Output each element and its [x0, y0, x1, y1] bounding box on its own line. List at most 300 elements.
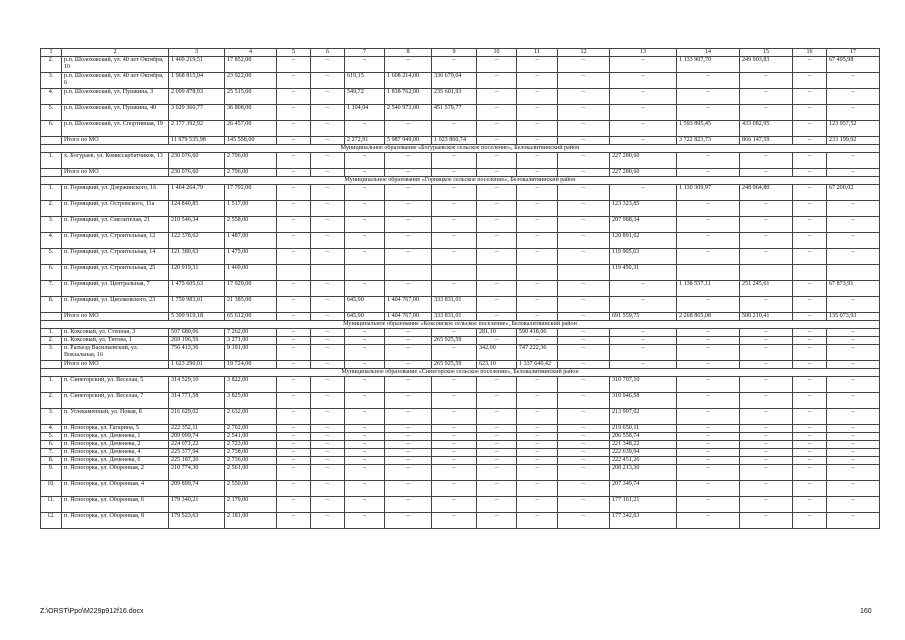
value-cell: 249 903,83	[740, 57, 793, 73]
value-cell: –	[311, 337, 345, 345]
value-cell: –	[517, 409, 558, 425]
value-cell: –	[432, 201, 477, 217]
value-cell: –	[827, 433, 880, 441]
value-cell: –	[477, 217, 517, 233]
value-cell: –	[740, 105, 793, 121]
column-header: 15	[740, 49, 793, 57]
column-header: 14	[677, 49, 740, 57]
value-cell: 2 541,00	[225, 433, 277, 441]
value-cell: –	[827, 425, 880, 433]
value-cell: –	[432, 441, 477, 449]
value-cell: –	[345, 153, 385, 169]
value-cell: 623,10	[477, 361, 517, 369]
value-cell: –	[793, 121, 827, 137]
value-cell: –	[793, 73, 827, 89]
value-cell: –	[677, 481, 740, 497]
column-header: 1	[41, 49, 62, 57]
value-cell: –	[385, 233, 432, 249]
address-cell: р.п. Шолоховский, ул. Пушкина, 3	[62, 89, 169, 105]
row-number-cell: 9.	[41, 465, 62, 481]
value-cell: –	[740, 441, 793, 449]
value-cell: –	[345, 217, 385, 233]
value-cell: –	[517, 105, 558, 121]
value-cell: 2 177 392,92	[169, 121, 225, 137]
value-cell: –	[477, 449, 517, 457]
value-cell: –	[311, 297, 345, 313]
value-cell: –	[558, 329, 610, 337]
value-cell: 1 138 557,11	[677, 281, 740, 297]
value-cell: –	[610, 89, 677, 105]
value-cell: 23 922,00	[225, 73, 277, 89]
address-cell: п. Ясногорка, ул. Деменева, 4	[62, 449, 169, 457]
value-cell: –	[517, 73, 558, 89]
row-number-cell: 3.	[41, 409, 62, 425]
address-cell: Итого по МО	[62, 137, 169, 145]
value-cell: 2 796,00	[225, 169, 277, 177]
value-cell: –	[827, 409, 880, 425]
value-cell: 2 796,00	[225, 153, 277, 169]
value-cell: –	[558, 425, 610, 433]
value-cell: 1 759 983,01	[169, 297, 225, 313]
value-cell: 1 517,00	[225, 201, 277, 217]
value-cell: –	[385, 441, 432, 449]
value-cell: 3 822,00	[225, 377, 277, 393]
value-cell: –	[277, 457, 311, 465]
value-cell: 314 771,58	[169, 393, 225, 409]
value-cell: 145 558,00	[225, 137, 277, 145]
table-row	[41, 121, 880, 137]
value-cell: 210 546,34	[169, 217, 225, 233]
value-cell: 2 723,00	[225, 441, 277, 449]
value-cell: 11 979 535,98	[169, 137, 225, 145]
value-cell: –	[677, 249, 740, 265]
value-cell: –	[345, 393, 385, 409]
value-cell: –	[345, 465, 385, 481]
value-cell	[677, 265, 740, 281]
value-cell: –	[477, 201, 517, 217]
value-cell: –	[277, 313, 311, 321]
section-row	[41, 369, 880, 377]
value-cell: 135 073,93	[827, 313, 880, 321]
value-cell: –	[677, 153, 740, 169]
value-cell: –	[277, 377, 311, 393]
value-cell: –	[558, 73, 610, 89]
value-cell	[385, 265, 432, 281]
value-cell: –	[432, 169, 477, 177]
row-number-cell: 10.	[41, 481, 62, 497]
row-number-cell: 4.	[41, 89, 62, 105]
value-cell: –	[827, 449, 880, 457]
value-cell: –	[311, 393, 345, 409]
row-number-cell: 2.	[41, 393, 62, 409]
value-cell: –	[432, 217, 477, 233]
table-row	[41, 513, 880, 529]
value-cell: –	[477, 457, 517, 465]
address-cell: п. Ясногорка, ул. Гагарина, 5	[62, 425, 169, 433]
value-cell: –	[477, 89, 517, 105]
address-cell: р.п. Шолоховский, ул. 40 лет Октября, 6	[62, 73, 169, 89]
table-row	[41, 393, 880, 409]
value-cell: 179 340,21	[169, 497, 225, 513]
value-cell: –	[610, 121, 677, 137]
value-cell: –	[677, 105, 740, 121]
value-cell: –	[793, 57, 827, 73]
table-row	[41, 297, 880, 313]
value-cell: –	[277, 89, 311, 105]
table-row	[41, 265, 880, 281]
value-cell: –	[432, 121, 477, 137]
value-cell: –	[477, 433, 517, 441]
value-cell	[277, 265, 311, 281]
value-cell: –	[827, 337, 880, 345]
value-cell: –	[793, 457, 827, 465]
value-cell: 2 179,00	[225, 497, 277, 513]
value-cell: –	[740, 249, 793, 265]
value-cell: –	[385, 329, 432, 337]
value-cell: 2 632,00	[225, 409, 277, 425]
value-cell: –	[740, 481, 793, 497]
value-cell: –	[793, 201, 827, 217]
address-cell: п. Горняцкий, ул. Строительная, 12	[62, 233, 169, 249]
address-cell: р.п. Шолоховский, ул. Пушкина, 40	[62, 105, 169, 121]
value-cell: –	[677, 433, 740, 441]
address-cell: п. Ясногорка, ул. Оборонная, 8	[62, 513, 169, 529]
value-cell: –	[311, 513, 345, 529]
value-cell: 177 161,21	[610, 497, 677, 513]
value-cell: –	[345, 441, 385, 449]
row-number-cell: 1.	[41, 153, 62, 169]
value-cell: 1 838 762,00	[385, 89, 432, 105]
value-cell: –	[311, 153, 345, 169]
value-cell: –	[277, 281, 311, 297]
total-row	[41, 313, 880, 321]
value-cell: –	[311, 465, 345, 481]
value-cell: –	[677, 409, 740, 425]
value-cell	[477, 265, 517, 281]
value-cell: –	[740, 393, 793, 409]
value-cell: –	[558, 281, 610, 297]
value-cell: –	[385, 465, 432, 481]
value-cell: –	[477, 497, 517, 513]
value-cell: –	[517, 217, 558, 233]
value-cell: 1 469,00	[225, 265, 277, 281]
value-cell: 1 023 860,74	[432, 137, 477, 145]
value-cell: –	[558, 393, 610, 409]
column-header: 11	[517, 49, 558, 57]
value-cell: –	[345, 329, 385, 337]
value-cell	[517, 265, 558, 281]
value-cell: –	[793, 449, 827, 457]
value-cell: –	[311, 409, 345, 425]
value-cell: 251 245,61	[740, 281, 793, 297]
value-cell: –	[517, 481, 558, 497]
value-cell: –	[385, 281, 432, 297]
value-cell: 123 957,52	[827, 121, 880, 137]
value-cell: 21 385,00	[225, 297, 277, 313]
row-number-cell: 7.	[41, 281, 62, 297]
value-cell: –	[385, 249, 432, 265]
value-cell: 2 558,00	[225, 217, 277, 233]
value-cell: –	[385, 217, 432, 233]
value-cell: 17 852,00	[225, 57, 277, 73]
address-cell: Итого по МО	[62, 313, 169, 321]
value-cell: –	[827, 89, 880, 105]
value-cell: –	[793, 497, 827, 513]
value-cell: 216 629,02	[169, 409, 225, 425]
table-row	[41, 217, 880, 233]
value-cell: –	[432, 393, 477, 409]
value-cell: –	[517, 449, 558, 457]
row-number-cell: 1.	[41, 185, 62, 201]
row-number-cell: 6.	[41, 441, 62, 449]
value-cell: –	[677, 377, 740, 393]
value-cell: 25 515,00	[225, 89, 277, 105]
value-cell: –	[311, 433, 345, 441]
value-cell: –	[517, 337, 558, 345]
value-cell: 3 722 823,73	[677, 137, 740, 145]
value-cell: –	[385, 457, 432, 465]
table-row	[41, 345, 880, 361]
value-cell: 2 268 865,08	[677, 313, 740, 321]
row-number-cell	[41, 313, 62, 321]
value-cell: 549,72	[345, 89, 385, 105]
value-cell: –	[610, 105, 677, 121]
value-cell: –	[432, 513, 477, 529]
value-cell: –	[345, 409, 385, 425]
row-number-cell: 8.	[41, 457, 62, 465]
value-cell: –	[827, 481, 880, 497]
value-cell: 213 997,02	[610, 409, 677, 425]
value-cell: –	[277, 249, 311, 265]
table-row	[41, 281, 880, 297]
column-header: 3	[169, 49, 225, 57]
value-cell: –	[793, 393, 827, 409]
address-cell: Итого по МО	[62, 169, 169, 177]
value-cell: –	[793, 377, 827, 393]
table-row	[41, 89, 880, 105]
value-cell: –	[610, 281, 677, 297]
address-cell: п. Коксовый, ул. Степная, 3	[62, 329, 169, 337]
value-cell: –	[558, 313, 610, 321]
value-cell: 120 919,31	[169, 265, 225, 281]
value-cell: –	[558, 217, 610, 233]
value-cell: –	[677, 169, 740, 177]
row-number-cell: 12.	[41, 513, 62, 529]
address-cell: п. Горняцкий, ул. Дзержинского, 16	[62, 185, 169, 201]
value-cell: –	[610, 345, 677, 361]
value-cell: 2 738,00	[225, 449, 277, 457]
value-cell: –	[740, 153, 793, 169]
value-cell: –	[277, 345, 311, 361]
column-header: 13	[610, 49, 677, 57]
value-cell: 2 272,91	[345, 137, 385, 145]
value-cell: –	[277, 433, 311, 441]
table-row	[41, 441, 880, 449]
value-cell: –	[345, 481, 385, 497]
value-cell: 433 082,95	[740, 121, 793, 137]
value-cell: 210 774,30	[169, 465, 225, 481]
value-cell: 17 929,00	[225, 281, 277, 297]
value-cell: –	[385, 169, 432, 177]
row-number-cell: 2.	[41, 57, 62, 73]
value-cell: –	[477, 481, 517, 497]
value-cell: –	[517, 185, 558, 201]
value-cell: –	[517, 433, 558, 441]
value-cell: –	[517, 137, 558, 145]
value-cell: –	[311, 57, 345, 73]
value-cell: 2 099 878,93	[169, 89, 225, 105]
value-cell: –	[517, 57, 558, 73]
value-cell: 2 540 973,00	[385, 105, 432, 121]
value-cell: –	[311, 121, 345, 137]
value-cell: –	[432, 497, 477, 513]
value-cell: –	[311, 201, 345, 217]
value-cell: –	[345, 377, 385, 393]
row-number-cell: 2.	[41, 201, 62, 217]
section-title: Муниципальное образование «Коксовское сельское поселение», Белокалитвинский район	[41, 321, 880, 329]
value-cell: –	[277, 105, 311, 121]
value-cell: –	[827, 105, 880, 121]
value-cell: –	[385, 425, 432, 433]
value-cell: –	[477, 465, 517, 481]
value-cell: –	[311, 377, 345, 393]
value-cell: 1 475 605,63	[169, 281, 225, 297]
value-cell: –	[827, 345, 880, 361]
value-cell: –	[517, 121, 558, 137]
value-cell: 233 199,92	[827, 137, 880, 145]
value-cell: –	[345, 57, 385, 73]
value-cell: –	[610, 337, 677, 345]
footer-file-path: Z:\ORST\Ppo\M229p912f16.docx	[40, 608, 144, 615]
value-cell: –	[432, 377, 477, 393]
value-cell: –	[740, 217, 793, 233]
value-cell: 3 029 360,77	[169, 105, 225, 121]
value-cell: –	[277, 465, 311, 481]
value-cell: 67 495,98	[827, 57, 880, 73]
value-cell: 227 280,60	[610, 169, 677, 177]
value-cell: –	[385, 345, 432, 361]
value-cell: –	[558, 233, 610, 249]
value-cell: –	[277, 329, 311, 337]
value-cell: 645,90	[345, 297, 385, 313]
value-cell: –	[311, 281, 345, 297]
row-number-cell	[41, 137, 62, 145]
value-cell: –	[517, 425, 558, 433]
value-cell: –	[432, 281, 477, 297]
value-cell: –	[793, 153, 827, 169]
value-cell: –	[793, 137, 827, 145]
value-cell: –	[558, 481, 610, 497]
value-cell: 1 130 309,97	[677, 185, 740, 201]
value-cell: –	[311, 137, 345, 145]
value-cell: –	[277, 57, 311, 73]
value-cell: –	[740, 329, 793, 337]
value-cell: –	[558, 345, 610, 361]
value-cell: –	[793, 337, 827, 345]
column-header: 5	[277, 49, 311, 57]
value-cell: –	[477, 169, 517, 177]
value-cell: –	[517, 89, 558, 105]
value-cell: 19 724,00	[225, 361, 277, 369]
total-row	[41, 137, 880, 145]
value-cell: –	[740, 465, 793, 481]
value-cell: –	[740, 201, 793, 217]
column-header: 7	[345, 49, 385, 57]
value-cell: 230 076,60	[169, 153, 225, 169]
address-cell: п. Синегорский, ул. Веселая, 5	[62, 377, 169, 393]
value-cell: 222 451,26	[610, 457, 677, 465]
value-cell: –	[827, 233, 880, 249]
value-cell: –	[740, 425, 793, 433]
value-cell: 17 792,00	[225, 185, 277, 201]
value-cell: –	[558, 361, 610, 369]
value-cell: –	[827, 153, 880, 169]
value-cell: –	[385, 337, 432, 345]
value-cell: 1 608 214,00	[385, 73, 432, 89]
table-row	[41, 105, 880, 121]
value-cell: –	[740, 497, 793, 513]
value-cell: 336 679,04	[432, 73, 477, 89]
value-cell: –	[558, 137, 610, 145]
value-cell: 451 579,77	[432, 105, 477, 121]
value-cell: 225 187,26	[169, 457, 225, 465]
section-title: Муниципальное образование «Богураевское сельское поселение», Белокалитвинский район	[41, 145, 880, 153]
value-cell: 227 280,60	[610, 153, 677, 169]
value-cell: 2 561,00	[225, 465, 277, 481]
value-cell: –	[311, 313, 345, 321]
value-cell: –	[827, 169, 880, 177]
value-cell: –	[827, 297, 880, 313]
value-cell: –	[827, 441, 880, 449]
value-cell: –	[740, 409, 793, 425]
value-cell: –	[793, 329, 827, 337]
row-number-cell	[41, 361, 62, 369]
value-cell: –	[385, 201, 432, 217]
value-cell: –	[558, 105, 610, 121]
value-cell: –	[793, 465, 827, 481]
total-row	[41, 361, 880, 369]
value-cell: –	[432, 153, 477, 169]
value-cell: –	[677, 201, 740, 217]
row-number-cell: 4.	[41, 233, 62, 249]
document-sheet	[40, 48, 879, 529]
value-cell: –	[385, 433, 432, 441]
value-cell: –	[311, 185, 345, 201]
value-cell: –	[385, 497, 432, 513]
value-cell: 590 418,06	[517, 329, 558, 337]
value-cell: –	[740, 377, 793, 393]
address-cell: п. Углекаменный, ул. Новая, 8	[62, 409, 169, 425]
value-cell: –	[827, 73, 880, 89]
table-row	[41, 449, 880, 457]
value-cell: –	[677, 393, 740, 409]
row-number-cell: 7.	[41, 449, 62, 457]
value-cell: 756 413,36	[169, 345, 225, 361]
value-cell: 5 987 949,00	[385, 137, 432, 145]
value-cell: –	[277, 337, 311, 345]
value-cell: 747 222,36	[517, 345, 558, 361]
value-cell: –	[517, 281, 558, 297]
value-cell: –	[558, 377, 610, 393]
address-cell: р.п. Шолоховский, ул. 40 лет Октября, 10	[62, 57, 169, 73]
address-cell: п. Ясногорка, ул. Деменева, 6	[62, 457, 169, 465]
value-cell: –	[740, 297, 793, 313]
value-cell: 230 076,60	[169, 169, 225, 177]
value-cell: –	[477, 297, 517, 313]
value-cell: –	[793, 345, 827, 361]
address-cell: п. Ясногорка, ул. Деменева, 2	[62, 441, 169, 449]
value-cell: 1 475,00	[225, 249, 277, 265]
